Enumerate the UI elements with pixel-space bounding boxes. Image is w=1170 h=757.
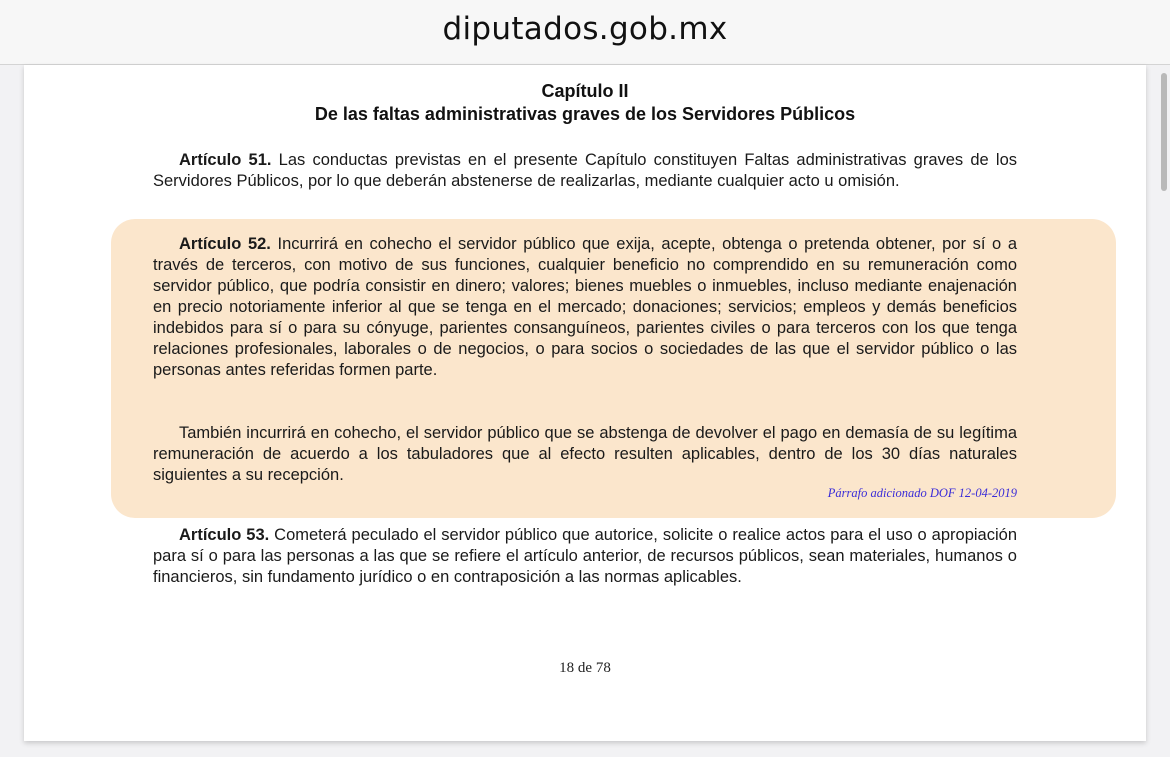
page-number: 18 de 78 [559, 660, 611, 676]
article-52 [153, 234, 1017, 381]
article-53-text: Cometerá peculado el servidor público que autorice, solicite o realice actos para el uso o apropiación para sí o para las personas a las que se refiere el artículo anterior, de recursos públicos, sean materiales, humanos o financieros, sin fundamento jurídico o en contraposición a las normas aplicables. [153, 526, 1017, 586]
url-text[interactable]: diputados.gob.mx [442, 11, 728, 47]
document-viewer[interactable] [0, 65, 1170, 757]
article-52-text: Incurrirá en cohecho el servidor público que exija, acepte, obtenga o pretenda obtener, por sí o a través de terceros, con motivo de sus funciones, cualquier beneficio no comprendido en su remuneración como servidor público, que podría consistir en dinero; valores; bienes muebles o inmuebles, incluso mediante enajenación en precio notoriamente inferior al que se tenga en el mercado; donaciones; servicios; empleos y demás beneficios indebidos para sí o para su cónyuge, parientes consanguíneos, parientes civiles o para terceros con los que tenga relaciones profesionales, laborales o de negocios, o para socios o sociedades de las que el servidor público o las personas antes referidas formen parte. [153, 235, 1017, 379]
article-52-label: Artículo 52. [179, 235, 271, 253]
article-51 [153, 150, 1017, 192]
article-51-text: Las conductas previstas en el presente Capítulo constituyen Faltas administrativas graves de los Servidores Públicos, por lo que deberán abstenerse de realizarlas, mediante cualquier acto u omisión. [153, 151, 1017, 190]
document-page [24, 65, 1146, 741]
address-bar[interactable] [0, 0, 1170, 65]
article-53-label: Artículo 53. [179, 526, 270, 544]
article-52-paragraph-2: También incurrirá en cohecho, el servidor público que se abstenga de devolver el pago en demasía de su legítima remuneración de acuerdo a los tabuladores que al efecto resulten aplicables, dentro de los 30 días naturales siguientes a su recepción. [153, 424, 1017, 484]
article-53 [153, 525, 1017, 588]
chapter-title: De las faltas administrativas graves de los Servidores Públicos [314, 104, 856, 124]
chapter-heading: Capítulo II [541, 81, 629, 101]
amendment-note: Párrafo adicionado DOF 12-04-2019 [827, 486, 1017, 500]
scrollbar-thumb[interactable] [1161, 73, 1167, 191]
article-51-label: Artículo 51. [179, 151, 272, 169]
